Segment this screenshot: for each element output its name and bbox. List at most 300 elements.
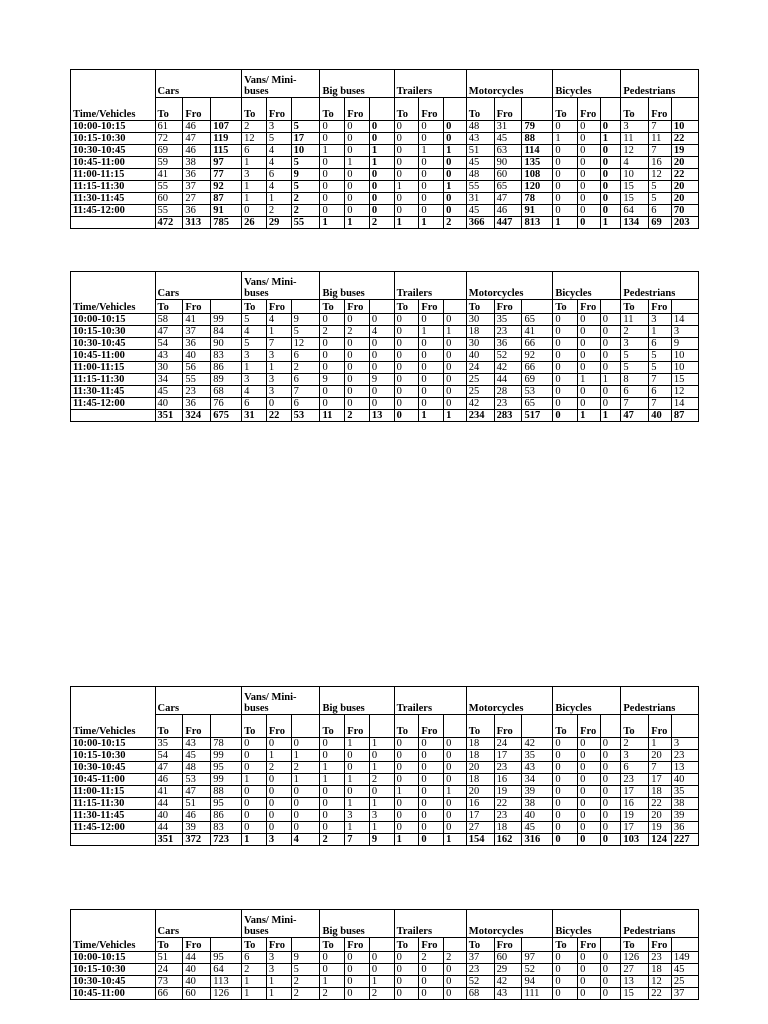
sub-header-fro: Fro: [649, 938, 672, 952]
count-cell: 23: [671, 750, 698, 762]
count-cell: 36: [183, 398, 211, 410]
count-cell: 79: [522, 121, 553, 133]
count-cell: 41: [183, 314, 211, 326]
count-cell: 2: [291, 193, 320, 205]
count-cell: 78: [211, 738, 242, 750]
sub-header-to: To: [320, 938, 345, 952]
count-cell: 1: [320, 976, 345, 988]
data-table: [70, 909, 699, 1000]
count-cell: 0: [345, 121, 370, 133]
count-cell: 126: [211, 988, 242, 1000]
count-cell: 1: [600, 133, 621, 145]
sub-header-to: To: [621, 98, 649, 121]
data-table: [70, 686, 699, 846]
time-cell: 10:00-10:15: [71, 314, 156, 326]
count-cell: 0: [345, 762, 370, 774]
count-cell: 3: [266, 374, 291, 386]
count-cell: 4: [266, 145, 291, 157]
total-cell: 103: [621, 834, 649, 846]
count-cell: 0: [394, 774, 419, 786]
count-cell: 5: [649, 362, 672, 374]
sub-header-to: To: [155, 715, 183, 738]
total-cell: 7: [345, 834, 370, 846]
count-cell: 37: [183, 326, 211, 338]
count-cell: 2: [320, 988, 345, 1000]
count-cell: 114: [522, 145, 553, 157]
total-cell: 1: [444, 410, 467, 422]
count-cell: 126: [621, 952, 649, 964]
sub-header-fro: Fro: [266, 715, 291, 738]
count-cell: 0: [345, 145, 370, 157]
count-cell: 6: [242, 145, 267, 157]
count-cell: 0: [320, 786, 345, 798]
count-cell: 69: [155, 145, 183, 157]
count-cell: 0: [553, 762, 578, 774]
count-cell: 0: [600, 798, 621, 810]
count-cell: 61: [155, 121, 183, 133]
count-cell: 1: [266, 326, 291, 338]
count-cell: 111: [522, 988, 553, 1000]
count-cell: 20: [671, 181, 698, 193]
total-cell: 366: [466, 217, 494, 229]
total-cell: 517: [522, 410, 553, 422]
count-cell: 0: [394, 157, 419, 169]
count-cell: 0: [419, 786, 444, 798]
table-row: [71, 157, 699, 169]
count-cell: 0: [444, 798, 467, 810]
count-cell: 14: [671, 398, 698, 410]
count-cell: 3: [242, 350, 267, 362]
total-cell: 1: [600, 410, 621, 422]
count-cell: 1: [345, 798, 370, 810]
count-cell: 0: [553, 350, 578, 362]
count-cell: 37: [671, 988, 698, 1000]
count-cell: 0: [578, 338, 601, 350]
total-cell: 723: [211, 834, 242, 846]
column-group-header: Vans/ Mini-buses: [242, 687, 320, 715]
count-cell: 0: [369, 952, 394, 964]
count-cell: 40: [671, 774, 698, 786]
sub-header-blank: [444, 938, 467, 952]
count-cell: 0: [369, 362, 394, 374]
table-row: [71, 398, 699, 410]
count-cell: 0: [369, 193, 394, 205]
count-cell: 15: [671, 374, 698, 386]
count-cell: 0: [578, 157, 601, 169]
count-cell: 9: [369, 374, 394, 386]
count-cell: 0: [394, 810, 419, 822]
count-cell: 0: [345, 398, 370, 410]
time-cell: 10:45-11:00: [71, 157, 156, 169]
count-cell: 0: [242, 810, 267, 822]
column-group-header: Bicycles: [553, 910, 621, 938]
count-cell: 2: [291, 988, 320, 1000]
count-cell: 1: [369, 738, 394, 750]
count-cell: 94: [522, 976, 553, 988]
count-cell: 0: [419, 169, 444, 181]
count-cell: 0: [320, 169, 345, 181]
sub-header-blank: [211, 715, 242, 738]
count-cell: 0: [600, 386, 621, 398]
count-cell: 0: [242, 205, 267, 217]
count-cell: 0: [266, 774, 291, 786]
total-cell: 1: [553, 217, 578, 229]
count-cell: 55: [155, 205, 183, 217]
count-cell: 1: [649, 738, 672, 750]
count-cell: 0: [345, 193, 370, 205]
count-cell: 43: [155, 350, 183, 362]
total-cell: 0: [578, 217, 601, 229]
count-cell: 3: [369, 810, 394, 822]
total-cell: 785: [211, 217, 242, 229]
count-cell: 0: [578, 350, 601, 362]
total-cell: 26: [242, 217, 267, 229]
count-cell: 108: [522, 169, 553, 181]
count-cell: 0: [242, 750, 267, 762]
sub-header-to: To: [242, 300, 267, 314]
count-cell: 1: [242, 193, 267, 205]
count-cell: 0: [320, 121, 345, 133]
sub-header-blank: [369, 938, 394, 952]
count-cell: 19: [494, 786, 522, 798]
count-cell: 3: [621, 338, 649, 350]
count-cell: 92: [522, 350, 553, 362]
count-cell: 0: [444, 362, 467, 374]
column-group-header: Time/Vehicles: [71, 687, 156, 738]
column-group-header: Vans/ Mini-buses: [242, 272, 320, 300]
count-cell: 0: [369, 786, 394, 798]
time-cell: 11:45-12:00: [71, 822, 156, 834]
count-cell: 0: [578, 326, 601, 338]
count-cell: 40: [466, 350, 494, 362]
count-cell: 0: [394, 750, 419, 762]
count-cell: 20: [649, 810, 672, 822]
count-cell: 0: [578, 964, 601, 976]
sub-header-to: To: [155, 938, 183, 952]
table-row: [71, 988, 699, 1000]
total-cell: 234: [466, 410, 494, 422]
sub-header-blank: [671, 300, 698, 314]
count-cell: 0: [369, 133, 394, 145]
sub-header-blank: [291, 938, 320, 952]
count-cell: 0: [369, 386, 394, 398]
data-table: [70, 69, 699, 229]
count-cell: 1: [266, 988, 291, 1000]
traffic-table-3: [70, 686, 699, 846]
count-cell: 0: [320, 738, 345, 750]
count-cell: 0: [553, 798, 578, 810]
column-group-header: Motorcycles: [466, 272, 553, 300]
count-cell: 64: [621, 205, 649, 217]
count-cell: 9: [291, 952, 320, 964]
count-cell: 20: [466, 762, 494, 774]
count-cell: 1: [419, 145, 444, 157]
table-row: [71, 738, 699, 750]
count-cell: 99: [211, 774, 242, 786]
column-group-header: Cars: [155, 910, 242, 938]
count-cell: 0: [600, 786, 621, 798]
count-cell: 40: [183, 964, 211, 976]
count-cell: 0: [394, 314, 419, 326]
time-cell: 10:00-10:15: [71, 952, 156, 964]
count-cell: 89: [211, 374, 242, 386]
count-cell: 37: [183, 181, 211, 193]
count-cell: 0: [553, 326, 578, 338]
count-cell: 53: [183, 774, 211, 786]
count-cell: 60: [494, 169, 522, 181]
count-cell: 0: [394, 350, 419, 362]
count-cell: 73: [155, 976, 183, 988]
count-cell: 113: [211, 976, 242, 988]
count-cell: 0: [578, 145, 601, 157]
count-cell: 22: [494, 798, 522, 810]
column-group-header: Time/Vehicles: [71, 272, 156, 314]
count-cell: 43: [466, 133, 494, 145]
count-cell: 24: [466, 362, 494, 374]
sub-header-fro: Fro: [183, 938, 211, 952]
count-cell: 12: [671, 386, 698, 398]
count-cell: 19: [649, 822, 672, 834]
table-row: [71, 774, 699, 786]
count-cell: 55: [466, 181, 494, 193]
count-cell: 1: [394, 181, 419, 193]
count-cell: 4: [621, 157, 649, 169]
count-cell: 0: [578, 121, 601, 133]
count-cell: 0: [345, 133, 370, 145]
table-row: [71, 964, 699, 976]
time-cell: 10:45-11:00: [71, 774, 156, 786]
count-cell: 0: [600, 952, 621, 964]
sub-header-fro: Fro: [345, 300, 370, 314]
sub-header-to: To: [155, 300, 183, 314]
time-cell: 10:15-10:30: [71, 326, 156, 338]
count-cell: 25: [466, 386, 494, 398]
count-cell: 3: [621, 750, 649, 762]
count-cell: 18: [466, 326, 494, 338]
sub-header-fro: Fro: [183, 300, 211, 314]
count-cell: 7: [266, 338, 291, 350]
table-row: [71, 338, 699, 350]
total-cell: 1: [419, 217, 444, 229]
count-cell: 0: [419, 822, 444, 834]
count-cell: 2: [369, 988, 394, 1000]
count-cell: 7: [649, 398, 672, 410]
count-cell: 23: [494, 326, 522, 338]
count-cell: 11: [621, 133, 649, 145]
count-cell: 1: [394, 786, 419, 798]
sub-header-to: To: [466, 938, 494, 952]
count-cell: 22: [671, 169, 698, 181]
count-cell: 45: [522, 822, 553, 834]
count-cell: 0: [394, 762, 419, 774]
sub-header-fro: Fro: [578, 938, 601, 952]
count-cell: 0: [320, 964, 345, 976]
total-label-cell: [71, 834, 156, 846]
sub-header-blank: [369, 300, 394, 314]
count-cell: 0: [553, 774, 578, 786]
total-cell: 2: [345, 410, 370, 422]
table-row: [71, 314, 699, 326]
count-cell: 6: [649, 338, 672, 350]
count-cell: 0: [578, 205, 601, 217]
count-cell: 0: [578, 386, 601, 398]
count-cell: 0: [394, 964, 419, 976]
sub-header-to: To: [320, 715, 345, 738]
total-cell: 162: [494, 834, 522, 846]
count-cell: 4: [369, 326, 394, 338]
count-cell: 0: [320, 822, 345, 834]
count-cell: 1: [345, 157, 370, 169]
count-cell: 40: [155, 398, 183, 410]
count-cell: 0: [444, 338, 467, 350]
total-cell: 2: [369, 217, 394, 229]
count-cell: 0: [600, 157, 621, 169]
sub-header-blank: [291, 300, 320, 314]
count-cell: 4: [242, 386, 267, 398]
header-row-sub: [71, 98, 699, 121]
count-cell: 60: [155, 193, 183, 205]
count-cell: 5: [242, 338, 267, 350]
total-cell: 2: [444, 217, 467, 229]
count-cell: 16: [466, 798, 494, 810]
count-cell: 2: [291, 976, 320, 988]
count-cell: 52: [466, 976, 494, 988]
time-cell: 11:30-11:45: [71, 193, 156, 205]
count-cell: 0: [291, 810, 320, 822]
time-cell: 10:15-10:30: [71, 133, 156, 145]
column-group-header: Big buses: [320, 272, 394, 300]
count-cell: 0: [419, 121, 444, 133]
column-group-header: Cars: [155, 687, 242, 715]
count-cell: 12: [291, 338, 320, 350]
count-cell: 41: [155, 169, 183, 181]
count-cell: 0: [345, 205, 370, 217]
sub-header-fro: Fro: [419, 938, 444, 952]
header-row-sub: [71, 938, 699, 952]
column-group-header: Bicycles: [553, 687, 621, 715]
count-cell: 41: [155, 786, 183, 798]
count-cell: 83: [211, 350, 242, 362]
count-cell: 4: [266, 314, 291, 326]
sub-header-fro: Fro: [649, 98, 672, 121]
count-cell: 23: [494, 762, 522, 774]
count-cell: 0: [553, 786, 578, 798]
count-cell: 0: [578, 181, 601, 193]
count-cell: 4: [242, 326, 267, 338]
count-cell: 0: [394, 338, 419, 350]
column-group-header: Motorcycles: [466, 687, 553, 715]
count-cell: 0: [444, 750, 467, 762]
sub-header-fro: Fro: [494, 715, 522, 738]
count-cell: 12: [621, 145, 649, 157]
count-cell: 1: [242, 362, 267, 374]
table-row: [71, 374, 699, 386]
count-cell: 0: [600, 362, 621, 374]
sub-header-fro: Fro: [578, 715, 601, 738]
total-cell: 1: [600, 217, 621, 229]
count-cell: 0: [291, 798, 320, 810]
count-cell: 69: [522, 374, 553, 386]
count-cell: 0: [419, 362, 444, 374]
total-cell: 3: [266, 834, 291, 846]
total-cell: 22: [266, 410, 291, 422]
total-cell: 124: [649, 834, 672, 846]
count-cell: 7: [649, 145, 672, 157]
count-cell: 0: [266, 810, 291, 822]
total-cell: 154: [466, 834, 494, 846]
count-cell: 6: [242, 398, 267, 410]
count-cell: 1: [266, 362, 291, 374]
count-cell: 0: [419, 314, 444, 326]
count-cell: 0: [345, 314, 370, 326]
count-cell: 17: [621, 822, 649, 834]
sub-header-fro: Fro: [183, 715, 211, 738]
count-cell: 3: [242, 374, 267, 386]
count-cell: 6: [291, 374, 320, 386]
count-cell: 0: [578, 810, 601, 822]
sub-header-to: To: [553, 300, 578, 314]
count-cell: 0: [553, 976, 578, 988]
count-cell: 0: [320, 386, 345, 398]
count-cell: 0: [419, 750, 444, 762]
count-cell: 0: [394, 121, 419, 133]
time-cell: 10:15-10:30: [71, 964, 156, 976]
count-cell: 7: [649, 762, 672, 774]
count-cell: 3: [671, 738, 698, 750]
total-row: [71, 410, 699, 422]
sub-header-blank: [671, 938, 698, 952]
count-cell: 0: [291, 786, 320, 798]
count-cell: 0: [345, 181, 370, 193]
count-cell: 0: [369, 121, 394, 133]
count-cell: 0: [242, 786, 267, 798]
count-cell: 0: [553, 338, 578, 350]
table-row: [71, 121, 699, 133]
count-cell: 92: [211, 181, 242, 193]
count-cell: 0: [600, 774, 621, 786]
table-row: [71, 181, 699, 193]
count-cell: 52: [522, 964, 553, 976]
table-row: [71, 798, 699, 810]
traffic-table-4: [70, 909, 699, 1000]
sub-header-blank: [600, 300, 621, 314]
total-label-cell: [71, 217, 156, 229]
count-cell: 83: [211, 822, 242, 834]
sub-header-blank: [291, 98, 320, 121]
count-cell: 4: [266, 181, 291, 193]
count-cell: 0: [394, 976, 419, 988]
count-cell: 0: [369, 205, 394, 217]
count-cell: 0: [553, 169, 578, 181]
count-cell: 0: [394, 205, 419, 217]
count-cell: 0: [444, 822, 467, 834]
count-cell: 76: [211, 398, 242, 410]
count-cell: 0: [320, 157, 345, 169]
column-group-header: Time/Vehicles: [71, 910, 156, 952]
sub-header-blank: [671, 98, 698, 121]
count-cell: 54: [155, 338, 183, 350]
header-row-sub: [71, 300, 699, 314]
count-cell: 11: [621, 314, 649, 326]
count-cell: 0: [242, 822, 267, 834]
count-cell: 0: [369, 750, 394, 762]
count-cell: 47: [183, 786, 211, 798]
count-cell: 0: [394, 193, 419, 205]
count-cell: 0: [394, 798, 419, 810]
count-cell: 23: [649, 952, 672, 964]
count-cell: 0: [242, 762, 267, 774]
count-cell: 0: [578, 822, 601, 834]
